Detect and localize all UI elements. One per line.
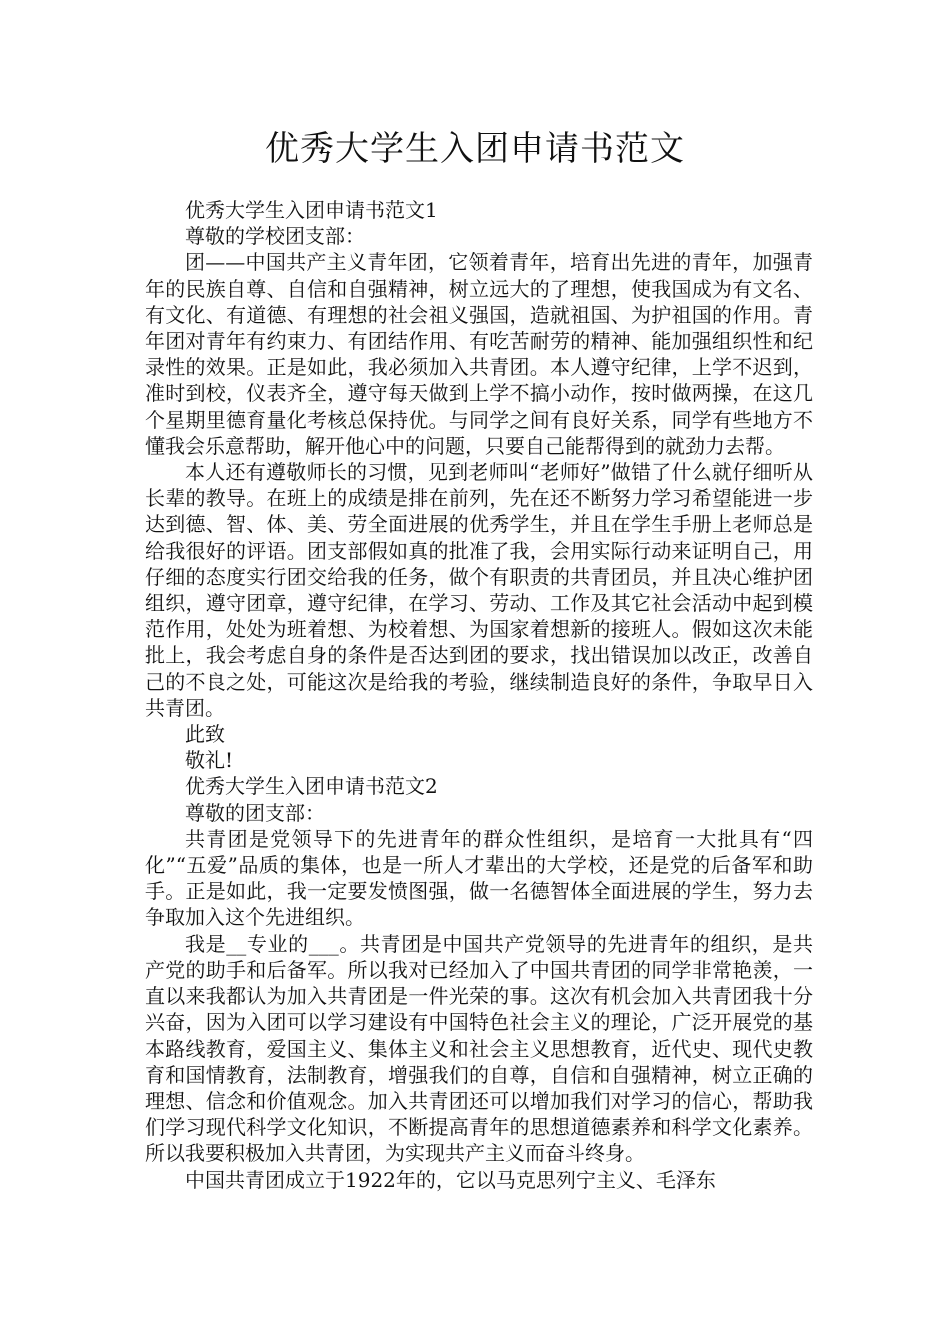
paragraph: 共青团是党领导下的先进青年的群众性组织，是培育一大批具有“四化”“五爱”品质的集体，也是一所人才辈出的大学校，还是党的后备军和助手。正是如此，我一定要发愤图强，做一名德智体全面进展的学生，努力去争取加入这个先进组织。 [145, 826, 813, 930]
document-body [145, 197, 813, 1193]
salutation-1: 尊敬的学校团支部： [185, 224, 365, 249]
section-heading-1: 优秀大学生入团申请书范文1 [185, 198, 438, 222]
closing-line: 敬礼! [185, 748, 234, 773]
paragraph: 团——中国共产主义青年团，它领着青年，培育出先进的青年，加强青年的民族自尊、自信和自强精神，树立远大的了理想，使我国成为有文名、有文化、有道德、有理想的社会祖义强国，造就祖国、为护祖国的作用。青年团对青年有约束力、有团结作用、有吃苦耐劳的精神、能加强组织性和纪录性的效果。正是如此，我必须加入共青团。本人遵守纪律，上学不迟到，准时到校，仪表齐全，遵守每天做到上学不搞小动作，按时做两操，在这几个星期里德育量化考核总保持优。与同学之间有良好关系，同学有些地方不懂我会乐意帮助，解开他心中的问题，只要自己能帮得到的就劲力去帮。 [145, 250, 813, 458]
section-heading-2: 优秀大学生入团申请书范文2 [185, 774, 438, 799]
salutation-2: 尊敬的团支部： [185, 800, 325, 825]
paragraph: 我是__专业的___。共青团是中国共产党领导的先进青年的组织，是共产党的助手和后备军。所以我对已经加入了中国共青团的同学非常艳羡，一直以来我都认为加入共青团是一件光荣的事。这次有机会加入共青团我十分兴奋，因为入团可以学习建设有中国特色社会主义的理论，广泛开展党的基本路线教育，爱国主义、集体主义和社会主义思想教育，近代史、现代史教育和国情教育，法制教育，增强我们的自尊，自信和自强精神，树立正确的理想、信念和价值观念。加入共青团还可以增加我们对学习的信心，帮助我们学习现代科学文化知识，不断提高青年的思想道德素养和科学文化素养。所以我要积极加入共青团，为实现共产主义而奋斗终身。 [145, 931, 813, 1166]
document-title: 优秀大学生入团申请书范文 [265, 129, 685, 169]
closing-line: 此致 [185, 722, 225, 747]
paragraph: 中国共青团成立于1922年的，它以马克思列宁主义、毛泽东 [185, 1167, 716, 1192]
paragraph: 本人还有遵敬师长的习惯，见到老师叫“老师好”做错了什么就仔细听从长辈的教导。在班上的成绩是排在前列，先在还不断努力学习希望能进一步达到德、智、体、美、劳全面进展的优秀学生，并且在学生手册上老师总是给我很好的评语。团支部假如真的批准了我，会用实际行动来证明自己，用仔细的态度实行团交给我的任务，做个有职责的共青团员，并且决心维护团组织，遵守团章，遵守纪律，在学习、劳动、工作及其它社会活动中起到模范作用，处处为班着想、为校着想、为国家着想新的接班人。假如这次未能批上，我会考虑自身的条件是否达到团的要求，找出错误加以改正，改善自己的不良之处，可能这次是给我的考验，继续制造良好的条件，争取早日入共青团。 [145, 460, 813, 720]
